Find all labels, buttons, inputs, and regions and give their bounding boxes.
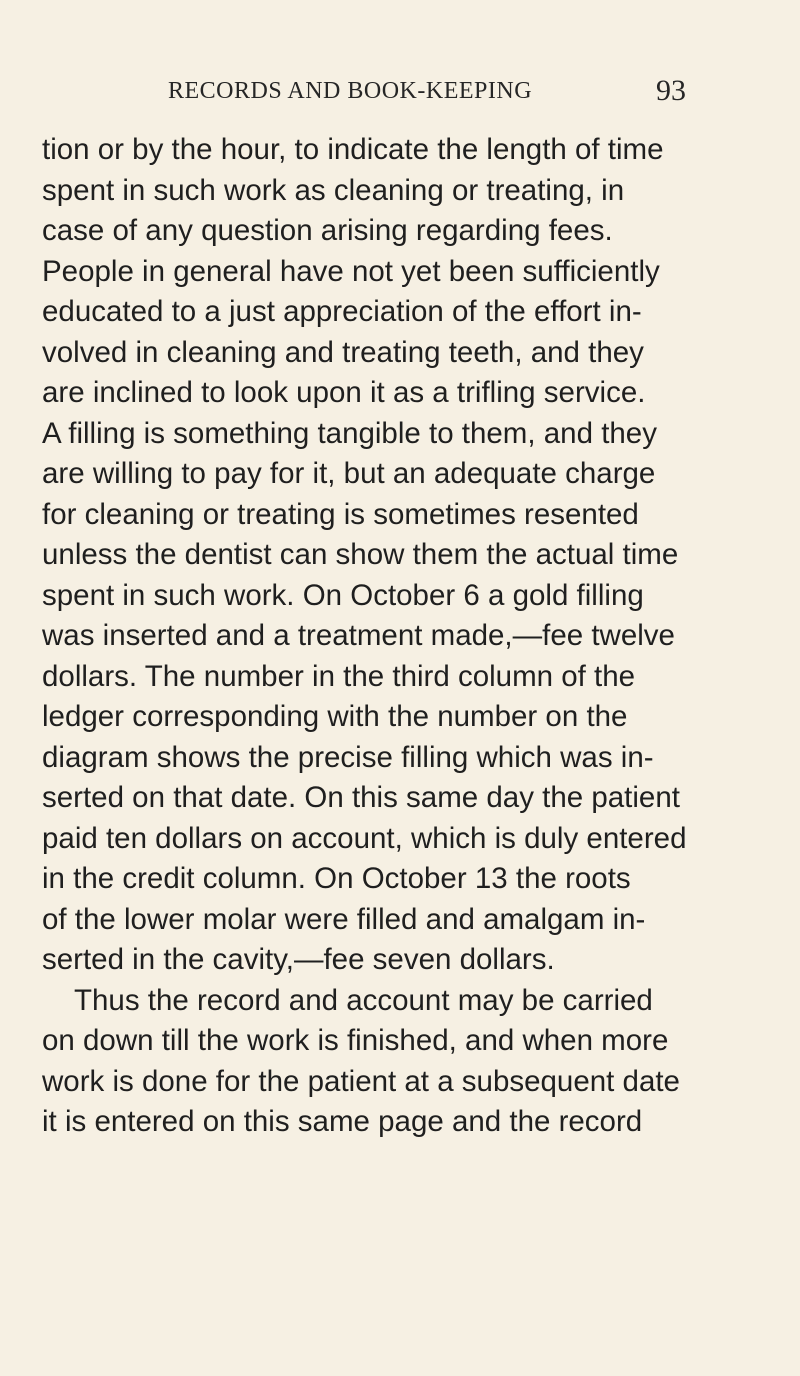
text-line: diagram shows the precise filling which was in- [42, 740, 654, 774]
text-line: educated to a just appreciation of the effort in- [42, 295, 642, 328]
text-line: unless the dentist can show them the actual time [42, 538, 679, 571]
text-line: A filling is something tangible to them, and they [42, 416, 657, 450]
text-line: was inserted and a treatment made,—fee twelve [42, 619, 675, 652]
text-line: for cleaning or treating is sometimes resented [42, 497, 639, 531]
text-line: of the lower molar were filled and amalgam in- [42, 902, 646, 936]
text-line: dollars. The number in the third column of the [42, 659, 636, 693]
text-line: case of any question arising regarding fees. [42, 214, 613, 247]
text-line: tion or by the hour, to indicate the length of time [42, 133, 664, 166]
text-line: serted on that date. On this same day the patient [42, 781, 680, 814]
paragraph-start-line: Thus the record and account may be carried [74, 983, 653, 1017]
text-line: are inclined to look upon it as a trifling service. [42, 376, 646, 409]
text-line: work is done for the patient at a subsequent date [42, 1064, 680, 1098]
text-line: in the credit column. On October 13 the roots [42, 862, 631, 895]
text-line: serted in the cavity,—fee seven dollars. [42, 943, 555, 976]
text-line: are willing to pay for it, but an adequate charge [42, 457, 656, 490]
running-header [168, 74, 688, 114]
text-line: spent in such work as cleaning or treating, in [42, 173, 625, 207]
page-number: 93 [656, 74, 686, 107]
text-line: paid ten dollars on account, which is duly entered [42, 821, 687, 855]
text-line: ledger corresponding with the number on the [42, 700, 628, 733]
text-line: volved in cleaning and treating teeth, and they [42, 335, 644, 369]
body-text [42, 130, 732, 1143]
text-line: spent in such work. On October 6 a gold filling [42, 578, 644, 612]
text-line: it is entered on this same page and the record [42, 1105, 643, 1138]
text-line: on down till the work is finished, and when more [42, 1024, 669, 1057]
text-line: People in general have not yet been sufficiently [42, 254, 660, 288]
running-title: RECORDS AND BOOK-KEEPING [168, 78, 533, 104]
